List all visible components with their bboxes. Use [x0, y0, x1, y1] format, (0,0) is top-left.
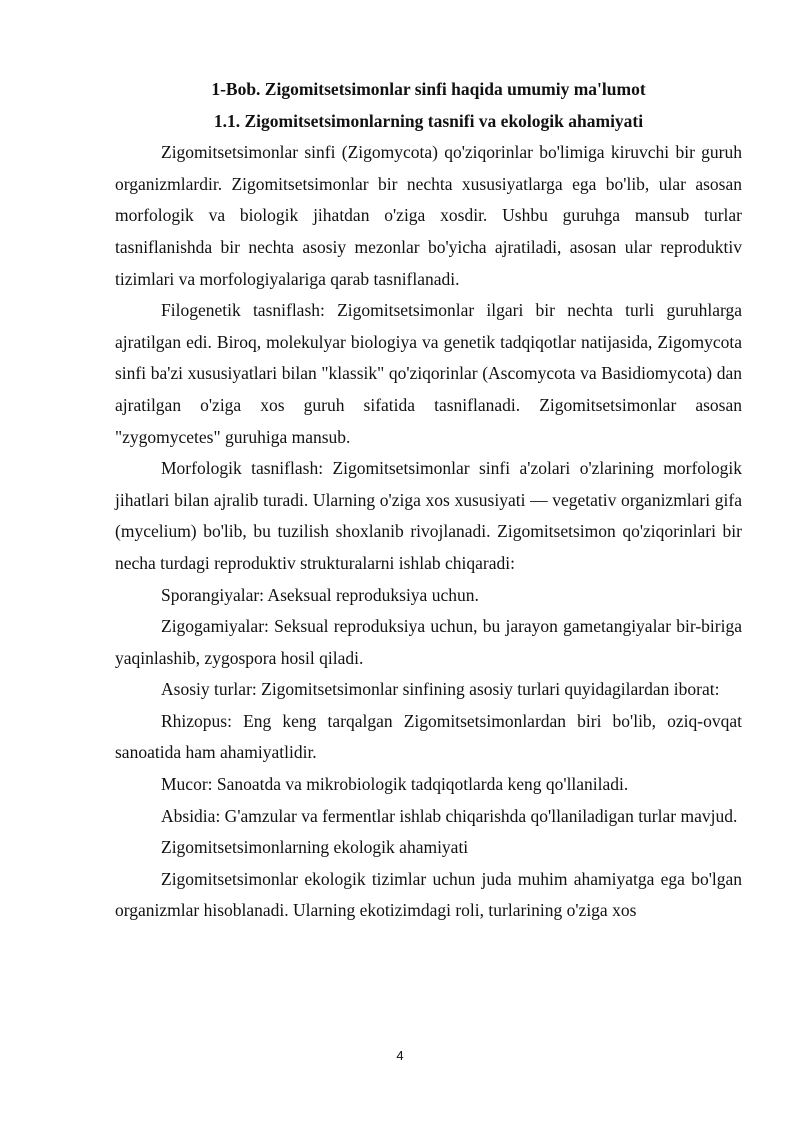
paragraph: Absidia: G'amzular va fermentlar ishlab chiqarishda qo'llaniladigan turlar mavjud. — [161, 805, 738, 826]
paragraph: Asosiy turlar: Zigomitsetsimonlar sinfining asosiy turlari quyidagilardan iborat: — [161, 679, 720, 700]
paragraph: Morfologik tasniflash: Zigomitsetsimonlar sinfi a'zolari o'zlarining morfologik jihatlari bilan ajralib turadi. Ularning o'ziga xos xususiyati — vegetativ organizmlari gifa (mycelium) bo'lib, bu tuzilish shoxlanib rivojlanadi. Zigomitsetsimon qo'ziqorinlari bir necha turdagi reproduktiv strukturalarni ishlab chiqaradi: — [115, 458, 742, 573]
paragraph: Filogenetik tasniflash: Zigomitsetsimonlar ilgari bir nechta turli guruhlarga ajratilgan edi. Biroq, molekulyar biologiya va genetik tadqiqotlar natijasida, Zigomycota sinfi ba'zi xususiyatlari bilan "klassik" qo'ziqorinlar (Ascomycota va Basidiomycota) dan ajratilgan o'ziga xos guruh sifatida tasniflanadi. Zigomitsetsimonlar asosan "zygomycetes" guruhiga mansub. — [115, 300, 742, 447]
page-number: 4 — [396, 1048, 404, 1063]
paragraph: Zigomitsetsimonlarning ekologik ahamiyati — [161, 837, 469, 858]
paragraph: Zigomitsetsimonlar ekologik tizimlar uchun juda muhim ahamiyatga ega bo'lgan organizmlar hisoblanadi. Ularning ekotizimdagi roli, turlarining o'ziga xos — [115, 868, 742, 921]
section-title: 1.1. Zigomitsetsimonlarning tasnifi va ekologik ahamiyati — [213, 110, 644, 131]
paragraph: Zigogamiyalar: Seksual reproduksiya uchun, bu jarayon gametangiyalar bir-biriga yaqinlashib, zygospora hosil qiladi. — [115, 616, 742, 668]
paragraph: Rhizopus: Eng keng tarqalgan Zigomitsetsimonlardan biri bo'lib, oziq-ovqat sanoatida ham ahamiyatlidir. — [115, 710, 742, 763]
paragraph: Zigomitsetsimonlar sinfi (Zigomycota) qo'ziqorinlar bo'limiga kiruvchi bir guruh organizmlardir. Zigomitsetsimonlar bir nechta xususiyatlarga ega bo'lib, ular asosan morfologik va biologik jihatdan o'ziga xosdir. Ushbu guruhga mansub turlar tasniflanishda bir nechta asosiy mezonlar bo'yicha ajratiladi, asosan ular reproduktiv tizimlari va morfologiyalariga qarab tasniflanadi. — [115, 142, 742, 289]
paragraph: Sporangiyalar: Aseksual reproduksiya uchun. — [161, 584, 479, 605]
page-content — [115, 74, 742, 927]
chapter-title: 1-Bob. Zigomitsetsimonlar sinfi haqida umumiy ma'lumot — [211, 79, 646, 99]
paragraph: Mucor: Sanoatda va mikrobiologik tadqiqotlarda keng qo'llaniladi. — [161, 774, 629, 795]
